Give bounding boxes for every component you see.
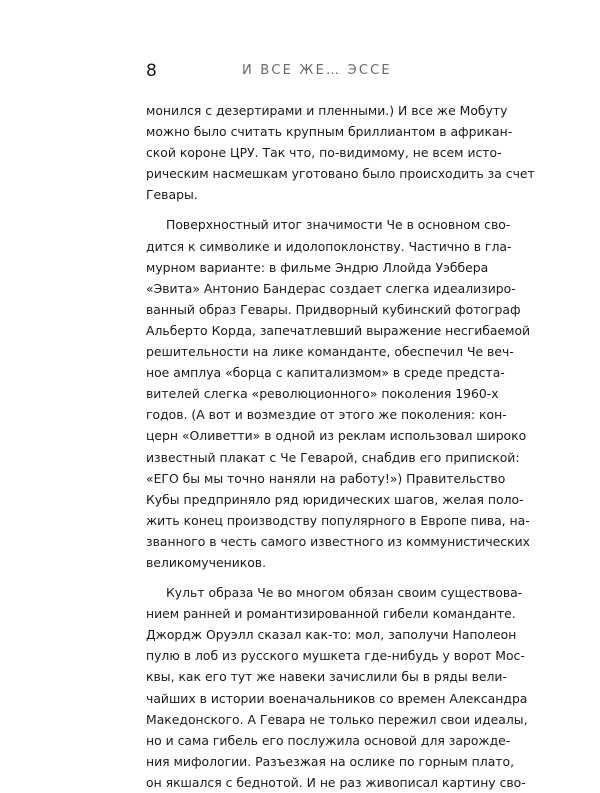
text-line: решительности на лике команданте, обеспечил Че веч- [146, 344, 514, 360]
text-line: но и сама гибель его послужила основой для зарожде- [146, 732, 511, 748]
text-line: Культ образа Че во многом обязан своим существова- [166, 585, 523, 601]
text-line: известный плакат с Че Геварой, снабдив его припиской: [146, 449, 520, 465]
text-line: ванный образ Гевары. Придворный кубинский фотограф [146, 301, 521, 317]
text-line: пулю в лоб из русского мушкета где-нибудь у ворот Мос- [146, 648, 525, 664]
text-line: мурном варианте: в фильме Эндрю Ллойда Уэббера [146, 259, 489, 275]
text-line: нием ранней и романтизированной гибели команданте. [146, 606, 516, 622]
text-line: «Эвита» Антонио Бандерас создает слегка идеализиро- [146, 280, 516, 296]
paragraph-gap [146, 205, 458, 214]
paragraph [146, 100, 535, 205]
text-line: Альберто Корда, запечатлевший выражение несгибаемой [146, 322, 531, 338]
text-line: ное амплуа «борца с капитализмом» в среде предста- [146, 365, 505, 381]
paragraph [146, 214, 531, 573]
text-line: Гевары. [146, 187, 198, 203]
text-line: монился с дезертирами и пленными.) И все же Мобуту [146, 103, 508, 118]
paragraph [146, 582, 528, 793]
running-header [146, 60, 458, 82]
text-line: квы, как его тут же навеки зачислили бы в ряды вели- [146, 669, 507, 685]
text-line: ния мифологии. Разъезжая на ослике по горным плато, [146, 753, 515, 769]
text-line: годов. (А вот и возмездие от этого же поколения: кон- [146, 407, 507, 423]
text-line: Джордж Оруэлл сказал как-то: мол, заполучи Наполеон [146, 627, 517, 643]
text-line: ской короне ЦРУ. Так что, по-видимому, не всем исто- [146, 145, 502, 161]
text-line: дится к символике и идолопоклонству. Частично в гла- [146, 238, 512, 254]
text-line: можно было считать крупным бриллиантом в африкан- [146, 124, 513, 140]
text-line: званного в честь самого известного из коммунистических [146, 533, 530, 549]
text-line: Кубы предприняло ряд юридических шагов, желая поло- [146, 491, 524, 507]
text-line: он якшался с беднотой. И не раз живописал картину сво- [146, 774, 526, 790]
text-line: чайших в истории военачальников со времен Александра [146, 690, 528, 706]
text-line: церн «Оливетти» в одной из реклам использовал широко [146, 428, 527, 444]
text-line: вителей слегка «революционного» поколения 1960-х [146, 386, 499, 402]
running-title: И ВСЕ ЖЕ… ЭССЕ [242, 63, 392, 78]
body-text [146, 100, 535, 793]
text-line: Поверхностный итог значимости Че в основном сво- [166, 217, 511, 233]
text-line: рическим насмешкам уготовано было происходить за счет [146, 166, 535, 182]
paragraph-gap [146, 573, 458, 582]
text-line: великомучеников. [146, 554, 267, 570]
text-line: «ЕГО бы мы точно наняли на работу!») Правительство [146, 470, 506, 486]
text-line: Македонского. А Гевара не только пережил свои идеалы, [146, 711, 528, 727]
text-line: жить конец производству популярного в Европе пива, на- [146, 512, 530, 528]
page-number: 8 [146, 61, 157, 81]
